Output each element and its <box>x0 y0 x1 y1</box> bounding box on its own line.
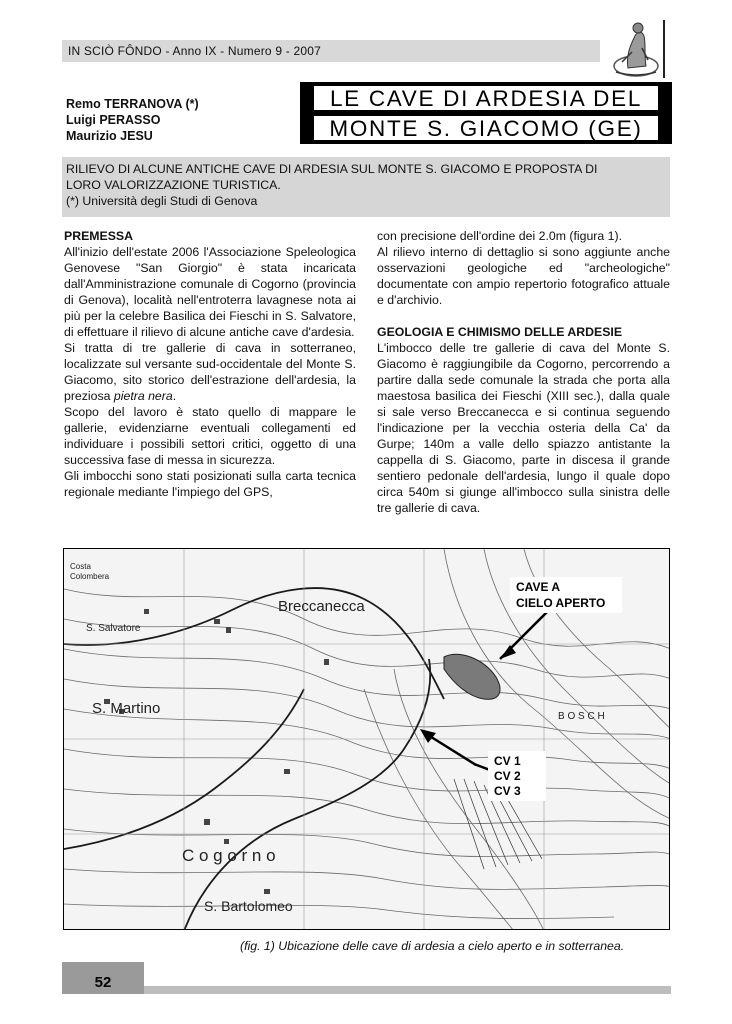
running-title: IN SCIÒ FÔNDO - Anno IX - Numero 9 - 2007 <box>68 44 321 58</box>
paragraph-text: . <box>172 389 177 403</box>
paragraph-text: Si tratta di tre gallerie di cava in sotterraneo, localizzate sul versante sud-occidentale del Monte S. Giacomo, sito storico dell'estrazione dell'ardesia, la preziosa <box>64 341 356 403</box>
map-label-costa: Costa <box>70 562 91 571</box>
paragraph: Gli imbocchi sono stati posizionati sulla carta tecnica regionale mediante l'impiego del GPS, <box>64 469 356 499</box>
article-title-line-2: MONTE S. GIACOMO (GE) <box>329 116 643 141</box>
abstract-line-1: RILIEVO DI ALCUNE ANTICHE CAVE DI ARDESIA SUL MONTE S. GIACOMO E PROPOSTA DI <box>66 162 598 176</box>
text-column-right <box>377 228 670 516</box>
map-label-breccanecca: Breccanecca <box>278 598 365 615</box>
author-1: Remo TERRANOVA (*) <box>66 97 199 111</box>
author-3: Maurizio JESU <box>66 129 153 143</box>
figure-caption: (fig. 1) Ubicazione delle cave di ardesia a cielo aperto e in sotterranea. <box>240 939 625 953</box>
author-2: Luigi PERASSO <box>66 113 161 127</box>
map-label-cv1: CV 1 <box>494 754 521 768</box>
map-label-cv2: CV 2 <box>494 769 521 783</box>
paragraph: All'inizio dell'estate 2006 l'Associazione Speleologica Genovese "San Giorgio" è stata incaricata dall'Amministrazione comunale di Cogorno (provincia di Genova), località nell'entroterra lavagnese nota ai più per la celebre Basilica dei Fieschi in S. Salvatore, di effettuare il rilievo di alcune antiche cave d'ardesia. <box>64 245 356 339</box>
map-label-cave-line-2: CIELO APERTO <box>516 596 606 610</box>
text-column-left <box>64 228 356 500</box>
abstract-affiliation: (*) Università degli Studi di Genova <box>66 194 258 208</box>
footer-rule <box>144 986 671 994</box>
magazine-logo-icon <box>608 16 664 80</box>
section-heading-geologia: GEOLOGIA E CHIMISMO DELLE ARDESIE <box>377 325 623 339</box>
map-label-s-salvatore: S. Salvatore <box>86 623 141 634</box>
paragraph: L'imbocco delle tre gallerie di cava del Monte S. Giacomo è raggiungibile da Cogorno, percorrendo a partire dalla sede comunale la strada che porta alla maestosa basilica dei Fieschi (XIII sec.), dalla quale si sale verso Breccanecca e si continua seguendo l'indicazione per la vecchia osteria della Ca' da Gurpe; 140m a valle dello spiazzo antistante la cappella di S. Giacomo, parte in discesa il grande sentiero pedonale dell'ardesia, lungo il quale dopo circa 540m si giunge all'imbocco sulla sinistra delle tre gallerie di cava. <box>377 341 670 515</box>
author-list <box>66 96 199 144</box>
map-label-cv3: CV 3 <box>494 784 521 798</box>
paragraph: con precisione dell'ordine dei 2.0m (figura 1). <box>377 229 623 243</box>
map-label-cogorno: C o g o r n o <box>182 846 276 865</box>
abstract-line-2: LORO VALORIZZAZIONE TURISTICA. <box>66 178 281 192</box>
abstract-box <box>62 157 670 217</box>
paragraph <box>64 340 356 404</box>
location-map-figure <box>63 548 670 930</box>
map-label-s-martino: S. Martino <box>92 700 161 717</box>
paragraph: Scopo del lavoro è stato quello di mappare le gallerie, evidenziarne eventuali collegamenti ed individuare i possibili settori critici, oggetto di una successiva fase di messa in sicurezza. <box>64 405 356 467</box>
page-number: 52 <box>94 974 112 991</box>
article-title-box <box>300 82 672 144</box>
paragraph: Al rilievo interno di dettaglio si sono aggiunte anche osservazioni geologiche ed "archeologiche" documentate con ampio repertorio fotografico attuale e d'archivio. <box>377 245 670 307</box>
topographic-map <box>64 549 670 930</box>
map-label-cave-line-1: CAVE A <box>516 580 561 594</box>
map-label-s-bartolomeo: S. Bartolomeo <box>204 898 293 914</box>
map-label-bosch: B O S C H <box>558 711 605 722</box>
article-title-line-1: LE CAVE DI ARDESIA DEL <box>329 86 643 111</box>
section-heading-premessa: PREMESSA <box>64 229 134 243</box>
header-divider <box>663 20 665 78</box>
map-label-colombera: Colombera <box>70 572 110 581</box>
italic-term: pietra nera <box>113 389 173 403</box>
